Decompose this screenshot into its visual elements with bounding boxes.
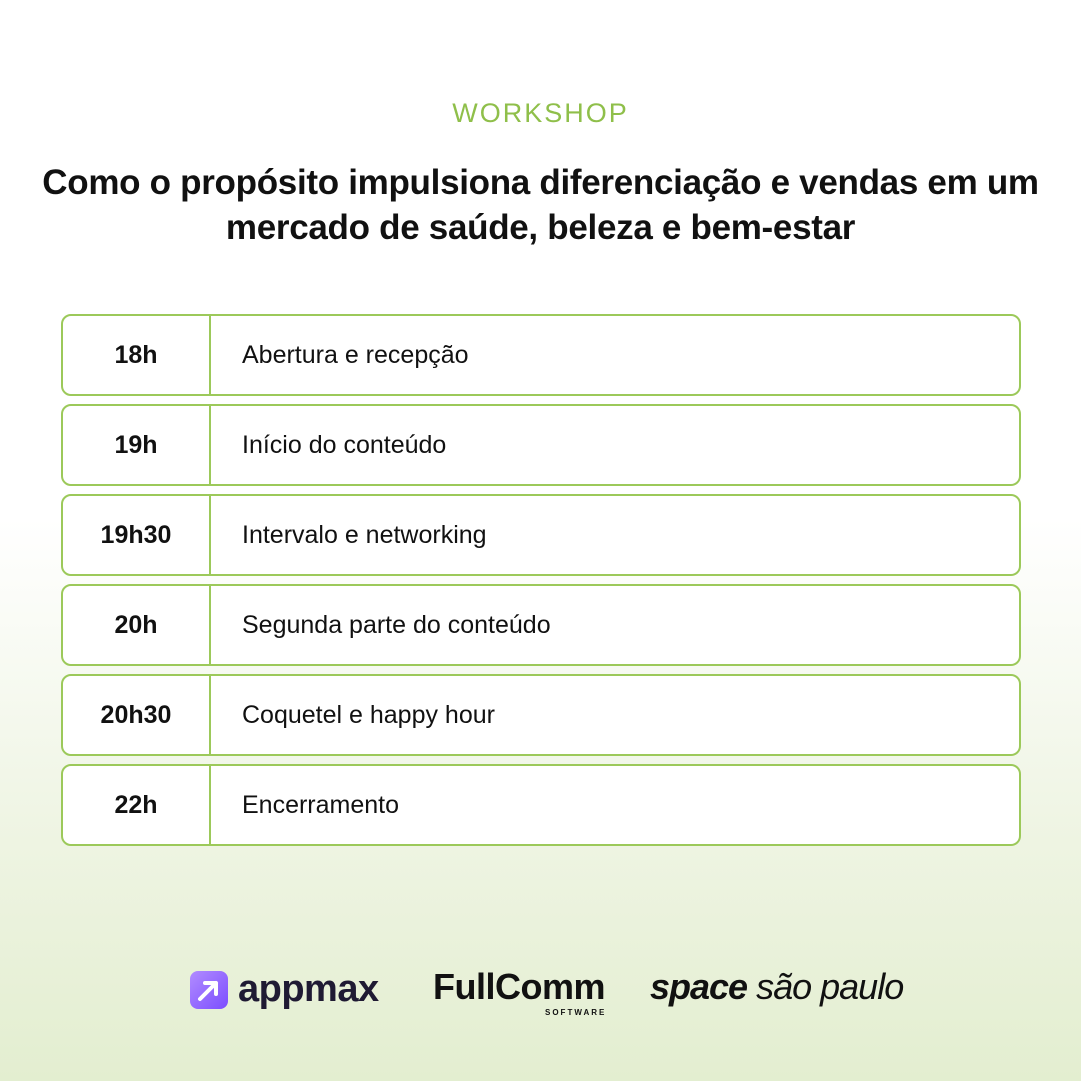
schedule-time: 20h30 — [63, 676, 211, 754]
schedule-activity: Abertura e recepção — [242, 340, 469, 369]
appmax-arrow-icon — [190, 971, 228, 1009]
schedule-activity: Segunda parte do conteúdo — [242, 610, 551, 639]
schedule-row — [61, 674, 1021, 756]
space-sao-paulo-logo — [650, 966, 903, 1008]
fullcomm-subtitle: SOFTWARE — [545, 1008, 607, 1017]
schedule-row — [61, 404, 1021, 486]
sponsor-logos — [0, 960, 1081, 1020]
schedule-activity: Início do conteúdo — [242, 430, 447, 459]
schedule-time: 20h — [63, 586, 211, 664]
schedule-time: 19h30 — [63, 496, 211, 574]
fullcomm-logo — [433, 966, 607, 1017]
schedule-row — [61, 764, 1021, 846]
schedule-activity: Coquetel e happy hour — [242, 700, 495, 729]
sao-paulo-wordmark: são paulo — [756, 966, 904, 1007]
schedule-row — [61, 314, 1021, 396]
schedule-time: 22h — [63, 766, 211, 844]
schedule-time: 19h — [63, 406, 211, 484]
appmax-logo — [190, 968, 379, 1011]
schedule-time: 18h — [63, 316, 211, 394]
schedule-row — [61, 494, 1021, 576]
schedule-activity: Intervalo e networking — [242, 520, 487, 549]
schedule-list — [61, 314, 1021, 854]
fullcomm-wordmark: FullComm — [433, 966, 605, 1007]
schedule-row — [61, 584, 1021, 666]
schedule-activity: Encerramento — [242, 790, 400, 819]
eyebrow-label: WORKSHOP — [452, 98, 629, 128]
page-title: Como o propósito impulsiona diferenciação e vendas em um mercado de saúde, beleza e bem-estar — [42, 163, 1039, 247]
appmax-wordmark: appmax — [238, 968, 379, 1010]
space-wordmark: space — [650, 966, 748, 1007]
